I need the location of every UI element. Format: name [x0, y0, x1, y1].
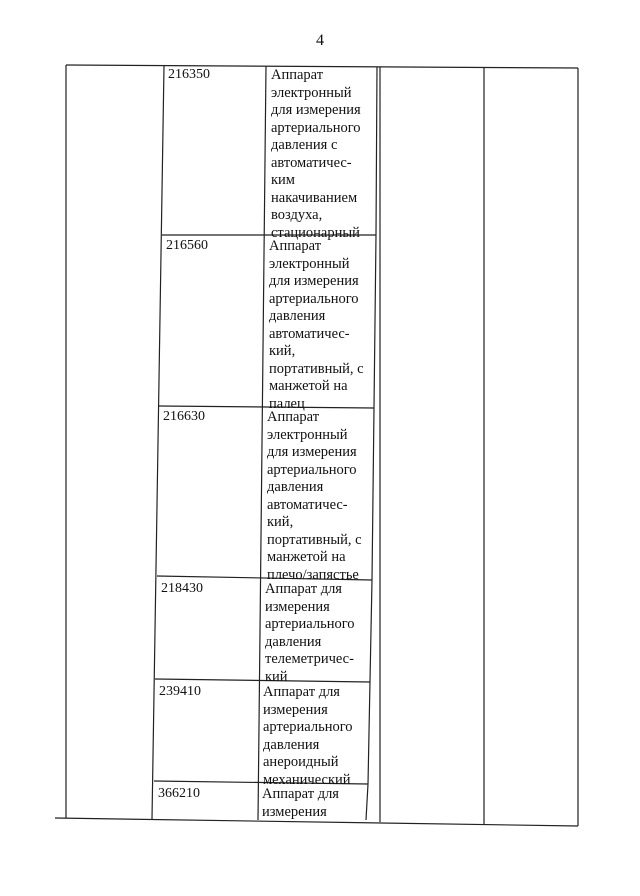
description-line: автоматичес-	[271, 154, 352, 171]
description-line: телеметричес-	[265, 651, 354, 667]
description-line: электронный	[267, 426, 348, 443]
description-line: портативный, с	[267, 531, 362, 548]
description-line: артериального	[263, 719, 353, 735]
description-line: артериального	[267, 461, 357, 478]
description-line: электронный	[269, 255, 350, 272]
description-line: давления	[265, 633, 322, 650]
description-line: измерения	[265, 598, 330, 615]
description-line: автоматичес-	[269, 325, 350, 342]
description-line: электронный	[271, 84, 352, 101]
description-line: Аппарат	[267, 409, 320, 425]
description-line: ким	[271, 172, 295, 188]
description-line: давления	[269, 308, 326, 324]
description-line: воздуха,	[271, 207, 323, 223]
description-line: Аппарат	[269, 238, 322, 254]
table-row-code: 366210	[158, 786, 200, 801]
page-number: 4	[316, 32, 324, 49]
description-line: накачиванием	[271, 189, 358, 206]
description-line: стационарный	[271, 224, 360, 241]
description-line: артериального	[265, 616, 355, 632]
description-line: механический	[263, 771, 351, 788]
description-line: давления	[267, 479, 324, 495]
table-row-description	[265, 581, 355, 686]
description-line: давления	[263, 736, 320, 753]
description-line: измерения	[262, 803, 327, 820]
description-line: измерения	[263, 701, 328, 718]
table-row-description	[267, 409, 362, 584]
table-row-code: 216560	[166, 238, 208, 253]
table-row-code: 216350	[168, 67, 210, 82]
description-line: манжетой на	[269, 378, 348, 394]
description-line: для измерения	[267, 444, 357, 460]
description-line: автоматичес-	[267, 496, 348, 513]
table-row-description	[263, 684, 353, 789]
description-line: Аппарат для	[265, 581, 342, 597]
description-line: портативный, с	[269, 360, 364, 377]
description-line: плечо/запястье	[267, 566, 359, 583]
table-row-description	[269, 238, 364, 413]
description-line: манжетой на	[267, 549, 346, 565]
description-line: анероидный	[263, 754, 339, 770]
table-row-description	[271, 67, 361, 242]
description-line: давления с	[271, 137, 338, 153]
description-line: кий,	[269, 343, 296, 359]
description-line: кий	[265, 668, 288, 685]
description-line: Аппарат для	[263, 684, 340, 700]
table-row-code: 216630	[163, 409, 205, 424]
table-row-code: 218430	[161, 581, 203, 596]
description-line: для измерения	[271, 102, 361, 118]
description-line: артериального	[269, 290, 359, 307]
description-line: Аппарат	[271, 67, 324, 83]
table-row-code: 239410	[159, 684, 201, 699]
description-line: артериального	[271, 119, 361, 136]
description-line: Аппарат для	[262, 786, 339, 802]
table-row-description	[262, 786, 339, 821]
description-line: палец	[269, 395, 305, 412]
description-line: кий,	[267, 514, 294, 530]
description-line: для измерения	[269, 273, 359, 289]
